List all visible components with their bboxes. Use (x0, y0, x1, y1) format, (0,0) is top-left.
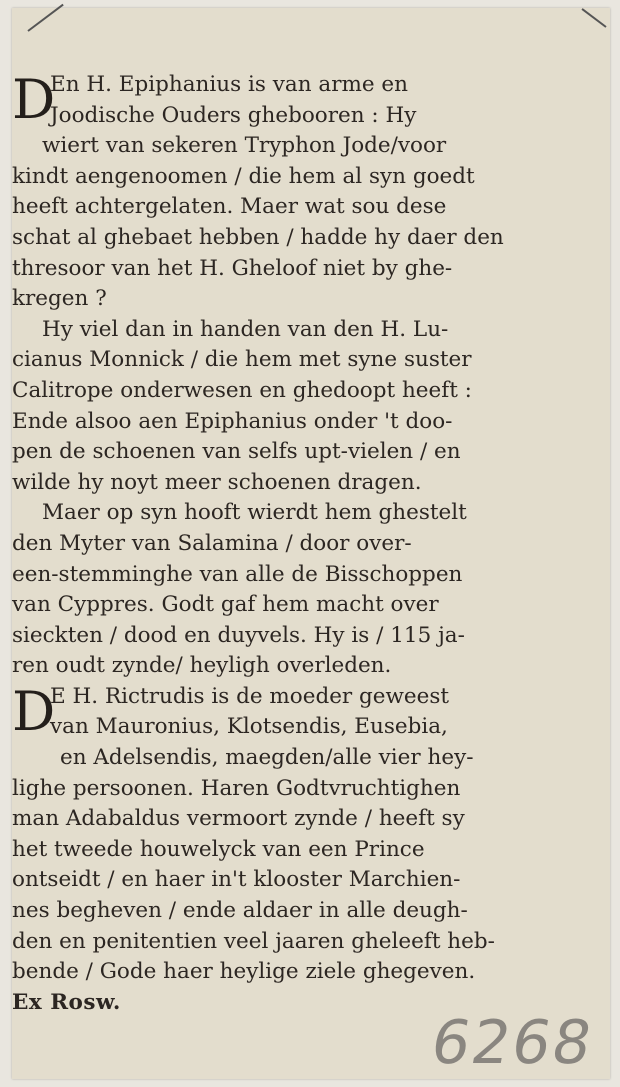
text-line: heeft achtergelaten. Maer wat sou dese (12, 194, 447, 220)
mount-corner-top-right (581, 8, 606, 28)
paragraph-epiphanius-3 (12, 498, 568, 682)
drop-cap: D (12, 679, 56, 743)
text-line: sieckten / dood en duyvels. Hy is / 115 ja- (12, 622, 465, 648)
handwritten-inventory-number: 6268 (425, 1008, 599, 1078)
text-line: kregen ? (12, 286, 107, 312)
text-line: kindt aengenoomen / die hem al syn goedt (12, 163, 475, 189)
drop-cap: D (12, 68, 56, 131)
text-line: lighe persoonen. Haren Godtvruchtighen (12, 775, 461, 801)
text-line: E H. Rictrudis is de moeder geweest (50, 683, 450, 709)
text-line: een-stemminghe van alle de Bisschoppen (12, 561, 463, 587)
text-block (12, 70, 568, 1018)
source-reference: Ex Rosw. (12, 989, 121, 1015)
text-line: den en penitentien veel jaaren gheleeft heb- (12, 928, 495, 954)
text-line: en Adelsendis, maegden/alle vier hey- (60, 745, 474, 771)
text-line: van Cyppres. Godt gaf hem macht over (12, 592, 439, 618)
text-line: wiert van sekeren Tryphon Jode/voor (42, 133, 447, 159)
paragraph-epiphanius-1 (12, 70, 568, 315)
text-line: Ende alsoo aen Epiphanius onder 't doo- (12, 408, 453, 434)
text-line: Joodische Ouders ghebooren : Hy (50, 102, 417, 128)
text-line: bende / Gode haer heylige ziele ghegeven. (12, 959, 476, 985)
text-line: schat al ghebaet hebben / hadde hy daer den (12, 224, 504, 250)
text-line: cianus Monnick / die hem met syne suster (12, 347, 472, 373)
paragraph-rictrudis (12, 679, 568, 988)
text-line: nes begheven / ende aldaer in alle deugh- (12, 898, 468, 924)
mount-corner-top-left (27, 4, 63, 32)
text-line: ren oudt zynde/ heyligh overleden. (12, 653, 392, 679)
text-line: Hy viel dan in handen van den H. Lu- (42, 316, 449, 342)
text-line: den Myter van Salamina / door over- (12, 530, 412, 556)
text-line: pen de schoenen van selfs upt-vielen / en (12, 439, 461, 465)
text-line: En H. Epiphanius is van arme en (50, 72, 408, 97)
text-line: wilde hy noyt meer schoenen dragen. (12, 469, 422, 495)
text-line: van Mauronius, Klotsendis, Eusebia, (50, 714, 448, 740)
text-line: het tweede houwelyck van een Prince (12, 836, 425, 862)
text-line: Maer op syn hooft wierdt hem ghestelt (42, 500, 467, 526)
text-line: Calitrope onderwesen en ghedoopt heeft : (12, 377, 472, 403)
text-line: ontseidt / en haer in't klooster Marchien- (12, 867, 461, 893)
text-line: thresoor van het H. Gheloof niet by ghe- (12, 255, 453, 281)
printed-page-sheet (12, 8, 610, 1079)
text-line: man Adabaldus vermoort zynde / heeft sy (12, 806, 465, 832)
paragraph-epiphanius-2 (12, 315, 568, 499)
